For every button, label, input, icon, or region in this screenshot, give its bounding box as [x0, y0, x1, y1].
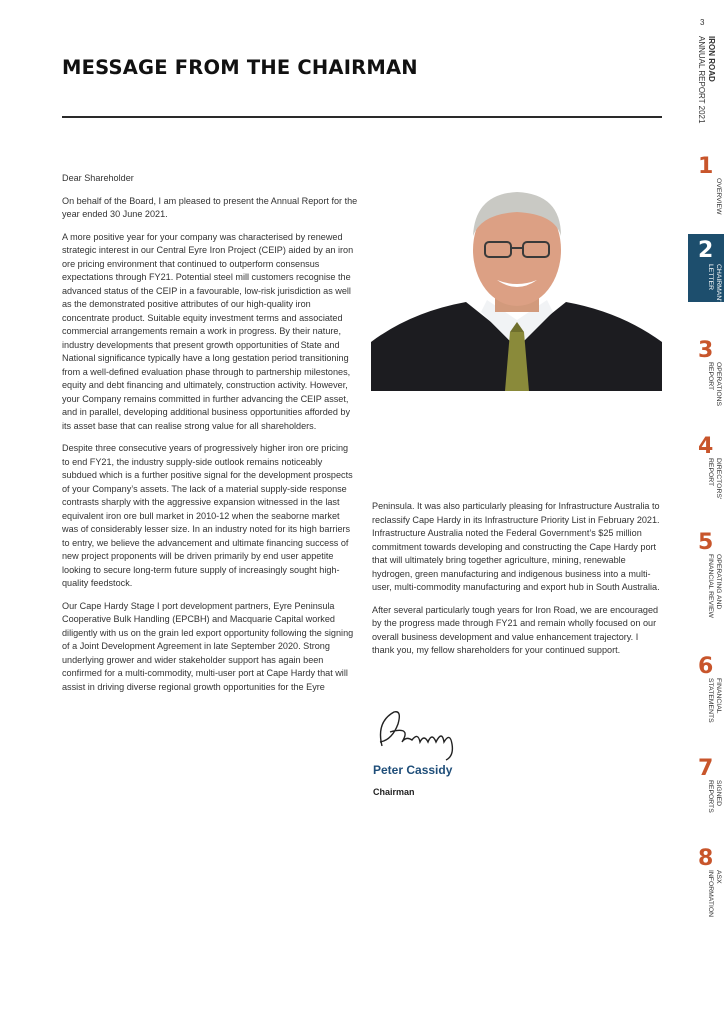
nav-tab-operations-report[interactable]	[688, 338, 724, 408]
paragraph: On behalf of the Board, I am pleased to present the Annual Report for the year ended 30 June 2021.	[62, 195, 358, 219]
paragraph: A more positive year for your company was characterised by renewed strategic interest in our Central Eyre Iron Project (CEIP) aided by an iron ore pricing environment that continued to outperform consensus expectations through FY21. Potential steel mill customers recognise the advanced status of the CEIP in a favourable, low-risk jurisdiction as well as the demonstrated positive attributes of our high-quality iron concentrate product. Suitable equity investment terms and associated commercial arrangements remain a work in progress. By their nature, industry developments that present growth opportunities of State and National significance typically have a long gestation period transitioning from a well-defined evaluation phase through to partnership milestones, equity and debt financing and ultimately, construction activity. However, your Company remains committed in further advancing the CEIP asset, and in parallel, developing additional business opportunities afforded by its asset base that can realise strong value for all shareholders.	[62, 231, 354, 431]
nav-number: 4	[698, 434, 714, 459]
nav-tab-operating-financial-review[interactable]	[688, 530, 724, 618]
nav-tab-financial-statements[interactable]	[688, 654, 724, 724]
paragraph: Despite three consecutive years of progressively higher iron ore pricing to end FY21, the industry supply-side outlook remains noticeably subdued which is a further positive signal for the development prospects of your Company’s assets. The lack of a material supply-side response contrasts sharply with the aggressive expansion witnessed in the last equivalent iron ore bull market in 2010-12 when the seaborne market was of considerably lesser size. In an industry noted for its high barriers to entry, we believe the advancement and ultimate financing success of new project proponents will be driven primarily by end user appetite looking to secure long-term future supply of increasingly sought high-quality feedstock.	[62, 443, 353, 588]
nav-label: OPERATIONS REPORT	[707, 362, 722, 407]
nav-label: FINANCIAL STATEMENTS	[707, 678, 722, 723]
paragraph: Our Cape Hardy Stage I port development partners, Eyre Peninsula Cooperative Bulk Handling (EPCBH) and Macquarie Capital worked diligently with us on the grain led export opportunity following the signing of a Joint Development Agreement in late September 2020. Strong underlying grower and wider stakeholder support has again been confirmed for a multi-commodity, multi-user port at Cape Hardy that will assist in driving diverse regional growth opportunities for the Eyre	[62, 600, 354, 692]
report-name: ANNUAL REPORT 2021	[697, 36, 706, 124]
nav-tab-signed-reports[interactable]	[688, 756, 724, 826]
brand-name: IRON ROAD	[707, 36, 716, 82]
nav-number: 8	[698, 846, 714, 871]
page-title: MESSAGE FROM THE CHAIRMAN	[62, 56, 418, 79]
nav-label: DIRECTORS' REPORT	[707, 458, 722, 500]
brand-block	[696, 36, 718, 146]
chairman-photo	[371, 172, 662, 391]
signature	[372, 702, 462, 762]
nav-tab-directors-report[interactable]	[688, 434, 724, 504]
nav-number: 1	[698, 154, 714, 179]
nav-number: 7	[698, 756, 714, 781]
nav-label: ASX INFORMATION	[707, 870, 722, 918]
title-rule	[62, 116, 662, 118]
nav-number: 6	[698, 654, 714, 679]
nav-number: 3	[698, 338, 714, 363]
page-number: 3	[700, 18, 705, 27]
letter-column-1	[62, 172, 358, 703]
nav-label: CHAIRMAN'S LETTER	[707, 264, 722, 307]
salutation: Dear Shareholder	[62, 173, 134, 183]
letter-column-2	[372, 500, 662, 667]
nav-label: SIGNED REPORTS	[707, 780, 722, 813]
nav-label: OVERVIEW	[715, 178, 722, 215]
nav-number: 2	[698, 238, 714, 263]
paragraph: After several particularly tough years for Iron Road, we are encouraged by the progress made through FY21 and remain wholly focused on our overall business development and value enhancement trajectory. I thank you, my fellow shareholders for your continued support.	[372, 604, 659, 655]
nav-number: 5	[698, 530, 714, 555]
nav-label: OPERATING AND FINANCIAL REVIEW	[707, 554, 722, 618]
signatory-role: Chairman	[373, 787, 415, 797]
nav-tab-asx-information[interactable]	[688, 846, 724, 916]
nav-tab-chairmans-letter[interactable]	[688, 234, 724, 307]
paragraph: Peninsula. It was also particularly pleasing for Infrastructure Australia to reclassify Cape Hardy in its Infrastructure Priority List in February 2021. Infrastructure Australia noted the Federal Government’s $25 million commitment towards developing and constructing the Cape Hardy port that will ultimately bring together agriculture, mining, renewable hydrogen, green manufacturing and indigenous business into a multi-user, multi-commodity manufacturing and export hub in South Australia.	[372, 501, 660, 592]
nav-tab-overview[interactable]	[688, 154, 724, 224]
signatory-name: Peter Cassidy	[373, 763, 453, 777]
